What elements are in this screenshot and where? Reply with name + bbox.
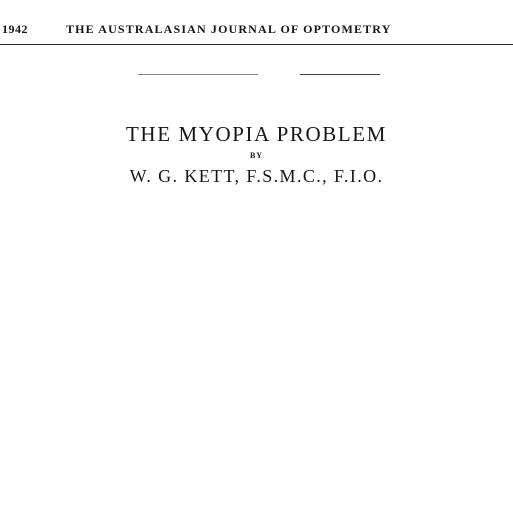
byline-by: BY — [249, 151, 264, 160]
journal-title: THE AUSTRALASIAN JOURNAL OF OPTOMETRY — [66, 22, 392, 36]
header-rule — [0, 44, 513, 45]
article-title: THE MYOPIA PROBLEM — [126, 122, 387, 146]
decorative-rule-right — [300, 74, 380, 75]
decorative-rule-left — [138, 74, 258, 75]
article-author: W. G. KETT, F.S.M.C., F.I.O. — [129, 166, 384, 186]
page-number: 1942 — [2, 22, 28, 36]
running-header — [0, 22, 513, 42]
